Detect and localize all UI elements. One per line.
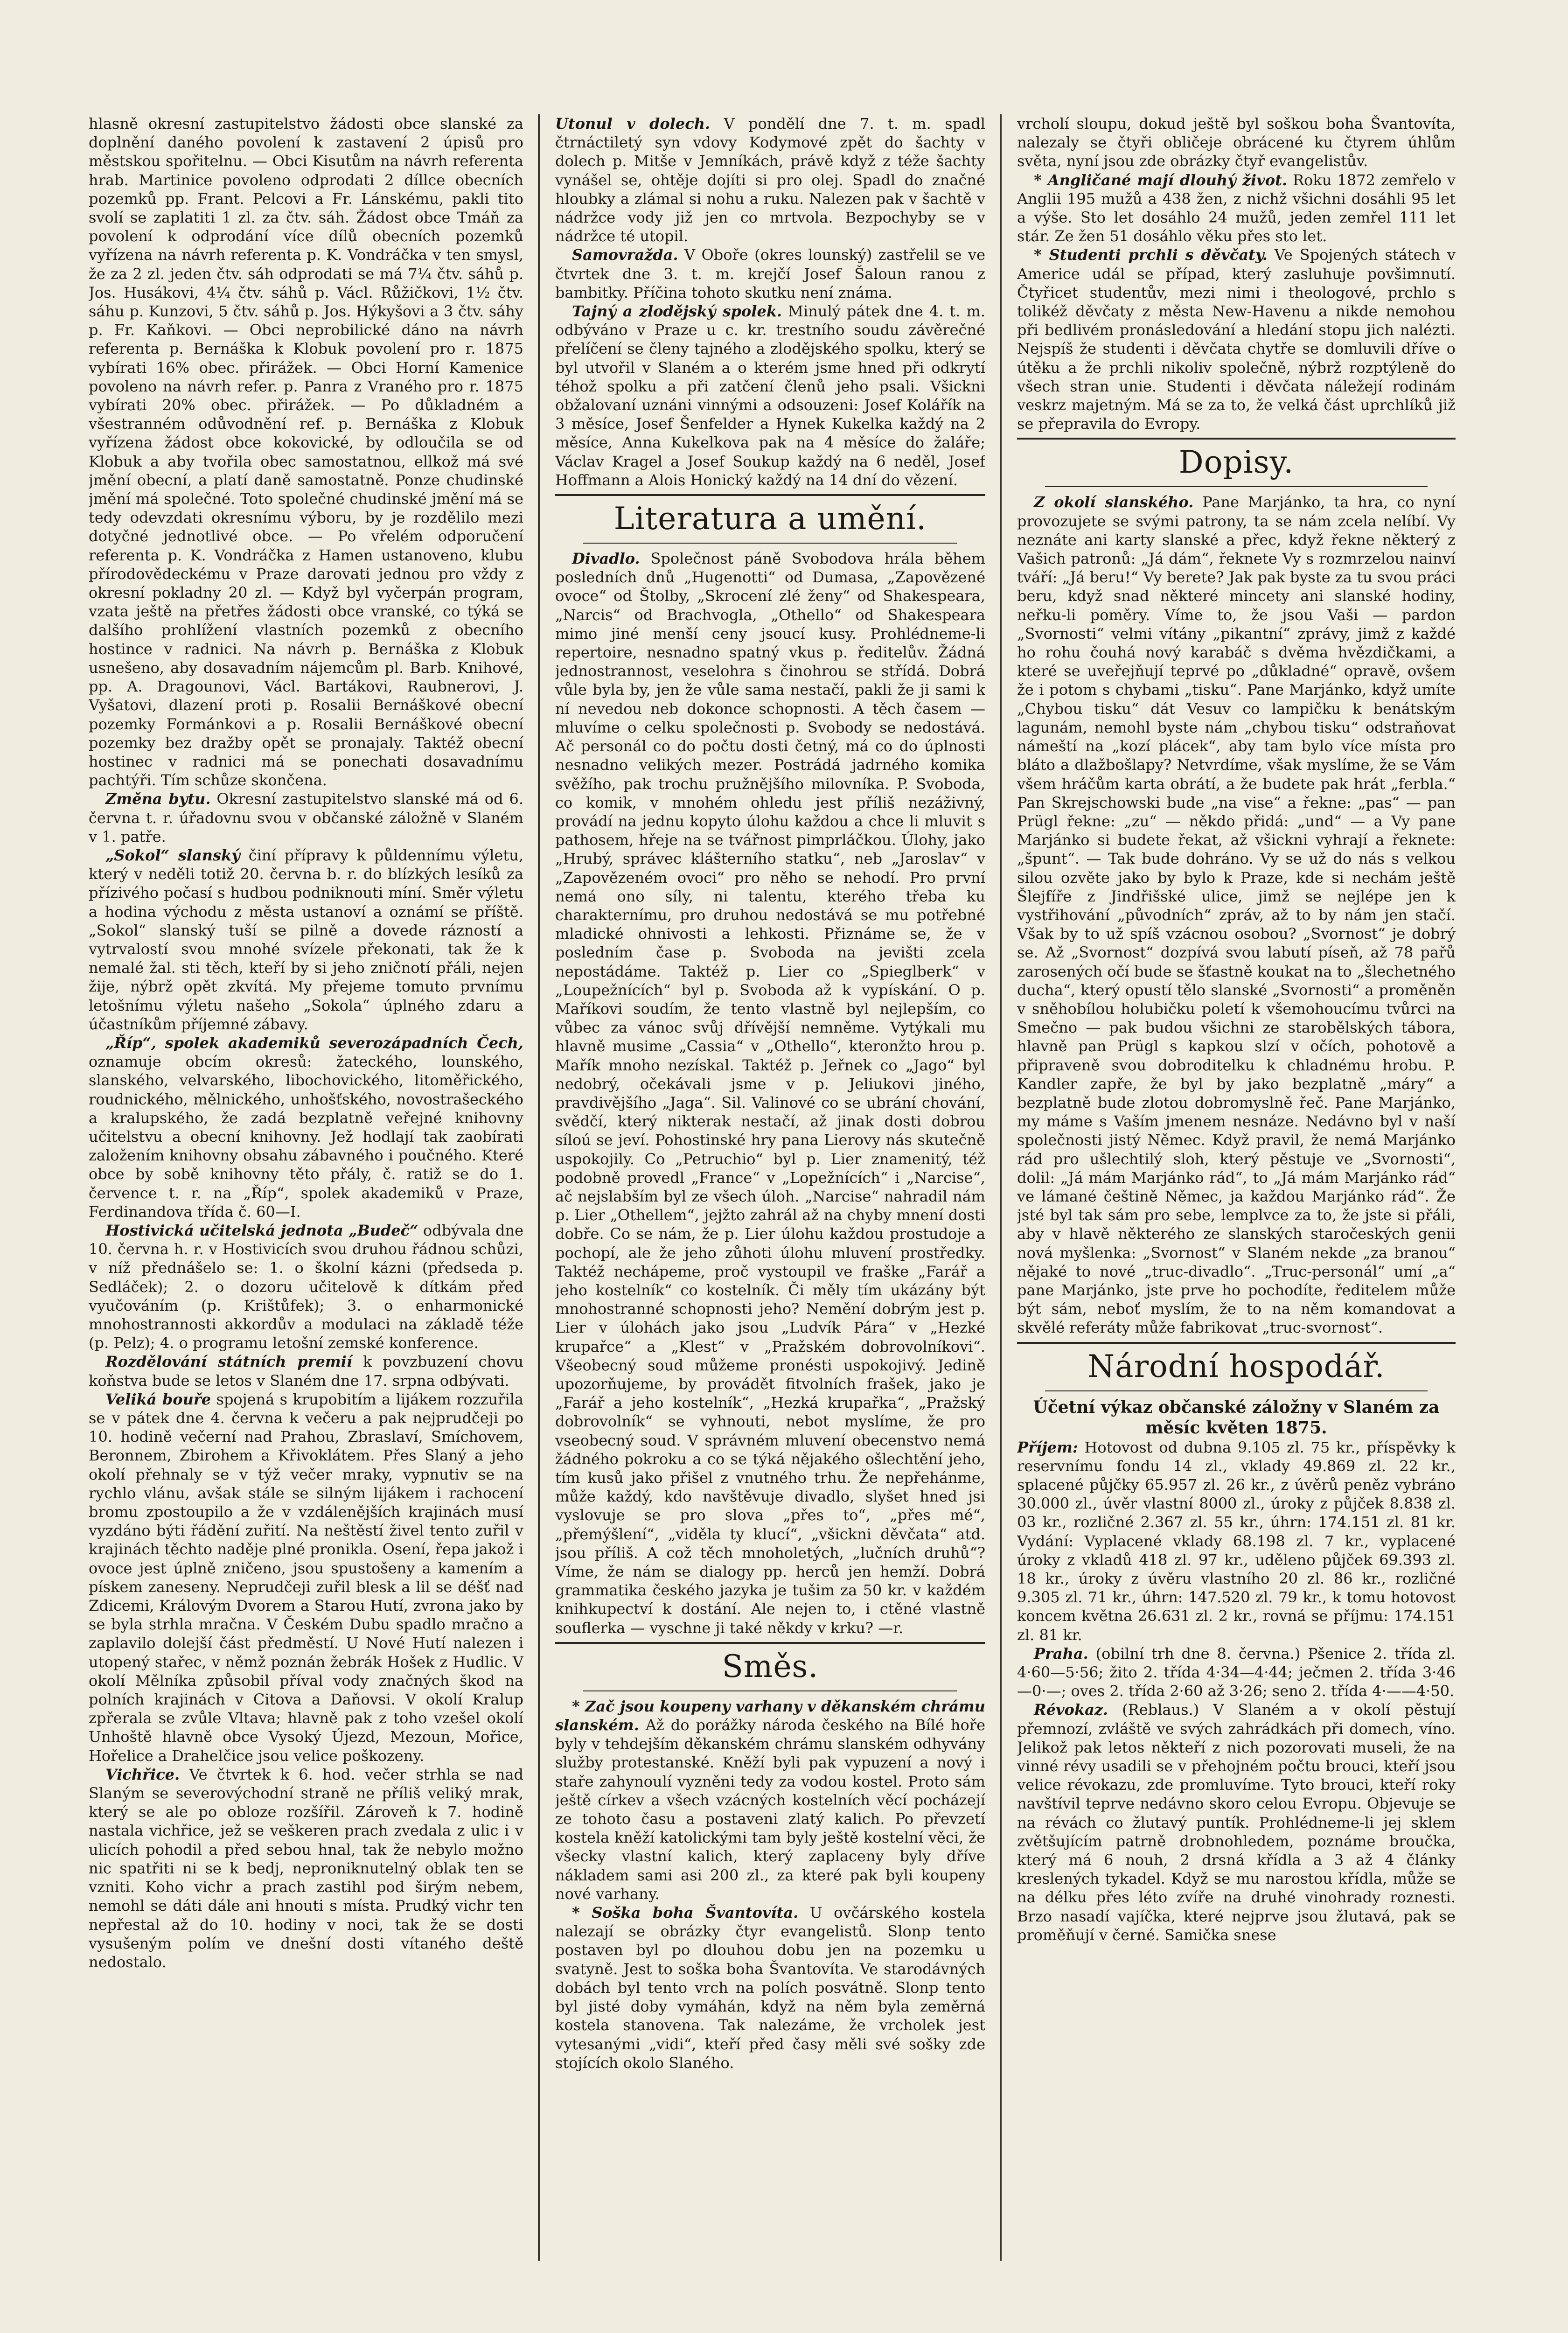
article-paragraph <box>89 1352 523 1390</box>
article-paragraph <box>1017 1438 1456 1644</box>
article-paragraph <box>1017 1644 1456 1701</box>
article-lead: Vichřice. <box>105 1765 180 1783</box>
article-text: Okresní zastupitelstvo slanské má od 6. června t. r. úřadovnu svou v občanské záložně v Slaném v 1. patře. <box>89 790 523 845</box>
article-lead: Samovražda. <box>572 246 678 264</box>
article-lead: Rozdělování státních premií <box>105 1353 353 1371</box>
heading-underline <box>583 543 957 544</box>
article-paragraph <box>555 302 985 489</box>
article-text: k povzbuzení chovu koňstva bude se letos v Slaném dne 17. srpna odbývati. <box>89 1353 523 1390</box>
heading-underline <box>1045 1390 1428 1391</box>
article-text: Společnost páně Svobodova hrála během posledních dnů „Hugenotti“ od Dumasa, „Zapovězené ovoce“ od Štolby, „Skrocení zlé ženy“ od Shakespeara, „Narcis“ od Brachvogla, „Othello“ od Shakespeara mimo jiné menší ceny jsoucí kusy. Prohlédneme-li repertoire, nesnadno spatný vkus p. ředitelův. Žádná jednostrannost, veselohra s činohrou se střídá. Dobrá vůle byla by, jen že vůle sama nestačí, pakli že ji sami k ní nevedou neb dokonce schopnosti. A těch časem — mluvíme o celku společnosti p. Svobody se nedostává. Ač personál co do počtu dosti četný, má co do úplnosti nesnadno velikých mezer. Postrádá jadrného komika svěžího, pak trochu pružnějšího milovníka. P. Svoboda, co komik, v mnohém ohledu jest příliš nezáživný, provádí na jednu kopyto úlohu každou a chce li mluvit s pathosem, hřeje na se tvářnost pimprláčkou. Úlohy, jako „Hrubý, správec klášterního statku“, neb „Jaroslav“ v „Zapovězeném ovoci“ pro něho se nehodí. Pro první nemá ono síly, ni talentu, kterého třeba ku charakternímu, pro druhou nedostává se mu potřebné mladické ohnivosti a lehkosti. Přiznáme se, že v posledním čase p. Svoboda na jevišti zcela nepostádáme. Taktéž p. Lier co „Spieglberk“ v „Loupežnících“ byl p. Svoboda až k vypískání. O p. Maříkovi soudím, že tento vlastně byl nejlepším, co vůbec za vánoc svůj dřívější nemněme. Vytýkali mu hlavně musime „Cassia“ v „Othello“, kteronžto hrou p. Mařík mnoho nezískal. Taktéž p. Jeřnek co „Jago“ byl nedobrý, očekávali jsme v p. Jeliukovi jiného, pravdivějšího „Jaga“. Sil. Valinové co se ubrání chování, svědčí, který nikterak nestačí, až jinak dosti dobrou síloú se jeví. Pohostinské hry pana Lierovy nás skutečně uspokojily. Co „Petruchio“ byl p. Lier znamenitý, též podobně provedl „France“ v „Lopežnících“ i „Narcise“, ač nejslabším byl ze všech úloh. „Narcise“ nahradil nám p. Lier „Othellem“, jejžto zahrál až na chyby mnení dosti dobře. Co se nám, že p. Lier úlohu každou prostudoje a pochopí, ale že jeho zůhoti úlohu mluvení prostředky. Taktéž nechápeme, proč vystoupil ve fraške „Farář a jeho kostelník“ co kostelník. Či měly tím ukázány být mnohostranné schopnosti jeho? Nemění dobrým jest p. Lier v úlohách jako jsou „Ludvík Pára“ v „Hezké krupařce“ a „Klest“ v „Pražském dobrovolníkovi“. Všeobecný soud můžeme pronésti uspokojivý. Jedině upozorňujeme, by provádět fitvolních frašek, jako je „Farář a jeho kostelník“, „Hezká krupařka“, „Pražský dobrovolník“ se vyhnouti, nebot myslíme, že pro vseobecný soud. V správném mluvení obecenstvo nemá žádného pokroku a co se týká nějakého ošlechtění jeho, tím kusů jako přišel z vnutného trhu. Že nepřehánme, může každý, kdo navštěvuje divadlo, slyšet hned jsi vyslovuje se pro slova „přes to“, „přes mé“, „přemýšlení“, „viděla ty klucí“, „všickni děvčata“ atd. jsou příliš. A což těch mnoholetých, „lučních druhů“? Víme, že nám se dialogy pp. herců jen hemží. Dobrá grammatika českého jazyka je tušim za 50 kr. v každém knihkupectví k dostání. Ale nejen to, i ctěné vlastně souflerka — vyschne ji také někdy v krku? —r. <box>555 550 985 1637</box>
article-paragraph <box>555 114 985 245</box>
article-paragraph <box>89 846 523 1034</box>
article-text: hlasně okresní zastupitelstvo žádosti obce slanské za doplnění daného povolení k zastavení 2 úpisů pro městskou spořitelnu. — Obci Kisutům na návrh referenta hrab. Martinice povoleno odprodati 2 díllce obecních pozemků pp. Frant. Pelcovi a Fr. Lánskému, pakli tito svolí se zaplatiti 1 zl. za čtv. sáh. Žádost obce Tmáň za povolení k odprodání více dílů obecních pozemků vyřízena na návrh referenta p. K. Vondráčka v ten smysl, že za 2 zl. jeden čtv. sáh odprodati se má 7¼ čtv. sáhů p. Jos. Husákovi, 4¼ čtv. sáhů p. Václ. Růžičkovi, 1½ čtv. sáhu p. Kunzovi, 5 čtv. sáhů p. Jos. Hýkyšovi a 3 čtv. sáhy p. Fr. Kaňkovi. — Obci neprobilické dáno na návrh referenta p. Bernáška k Klobuk povolení pro r. 1875 vybírati 16% obec. přirážek. — Obci Horní Kamenice povoleno na návrh refer. p. Panra z Vraného pro r. 1875 vybírati 20% obec. přirážek. — Po důkladném a všestranném odůvodnění ref. p. Bernáška z Klobuk vyřízena žádost obce kokovické, by odloučila se od Klobuk a aby tvořila obec samostatnou, ellkož má své jmění obecní, a platí daně samostatně. Ponze chudinské jmění má společné. Toto společné chudinské jmění má se tedy odevzdati okresnímu výboru, by je rozdělilo mezi dotyčné jednotlivé obce. — Po vřelém odporučení referenta p. K. Vondráčka z Hamen ustanoveno, klubu přírodovědeckému v Praze darovati jednou pro vždy z okresní pokladny 20 zl. — Když byl vyčerpán program, vzata ještě na přetřes žádosti obce vranské, co týká se dalšího prohlížení vlastních pozemků z obecního hostince v radnici. Na návrh p. Bernáška z Klobuk usnešeno, aby dosavadním nájemcům pl. Barb. Knihové, pp. A. Dragounovi, Václ. Bartákovi, Raubnerovi, J. Vyšatovi, dlazení proti p. Rosalii Bernáškové obecní pozemky Formánkovi a p. Rosalii Bernáškové obecní pozemky bez dražby opět se pronajaly. Taktéž obecní hostinec v radnici má se ponechati dosavadnímu pachtýři. Tím schůze skončena. <box>89 115 523 789</box>
article-paragraph <box>89 1390 523 1765</box>
section-divider <box>555 494 985 496</box>
article-text: spojená s krupobitím a lijákem rozzuřila se v pátek dne 4. června k večeru a pak nejprudčeji po 10. hodině večerní nad Prahou, Zbraslaví, Smíchovem, Beronnem, Zbirohem a Křivoklátem. Přes Slaný a jeho okolí přehnaly se v týž večer mraky, vypnutiv se na rychlo vlánu, avšak stále se silným lijákem i rachocení bromu zpostoupilo a že v vzdálenějších krajinách musí vyzdáno býti řádění zuřití. Na neštěstí živel tento zuřil v krajinách těchto naděje plné pronikla. Osení, řepa jakož i ovoce jest úplně zničeno, jsou spustošeny a kamením a pískem zaneseny. Neprudčeji zuřil blesk a lil se déšť nad Zdicemi, Královým Dvorem a Starou Hutí, zvrona jako by se byla strhla mračna. V Českém Dubu spadlo mračno a zaplavilo dolejší část předměstí. U Nové Hutí nalezen i utopený stařec, v němž poznán žebrák Hošek z Hudlic. V okolí Mělníka způsobil příval vody značných škod na polních krajinách v Citova a Daňovsi. V okolí Kralup zpřerala se zvůle Vltava; hlavně pak z toho vzešel okolí Unhoště hlavně obce Vysoký Újezd, Mezoun, Mořice, Hořelice a Drahelčice jsou velice poškozeny. <box>89 1390 523 1765</box>
article-text: (Reblaus.) V Slaném a v okolí pěstují přemnozí, zvláště ve svých zahrádkách při domech, víno. Jelikož pak letos někteří z nich pozorovati museli, že na vinné révy usadili se v přehojném počtu brouci, kteří jsou velice révokazu, zde promluvíme. Tyto brouci, kteří roky navštívil teprve nedávno skoro celou Evropu. Objevuje se na révách co žlutavý puntík. Prohlédneme-li jej sklem zvětšujícím patrně drobnohledem, poznáme broučka, který má 6 nouh, 2 drsná křídla a 3 až 4 články kreslených tykadel. Když se mu narostou křídla, může se na délku přes léto zvíře na druhé vinohrady roznesti. Brzo nasadí vajíčka, které nejprve jsou žlutavá, pak se proměňují v černé. Samička snese <box>1017 1701 1456 1944</box>
article-paragraph <box>555 1697 985 1903</box>
article-text: oznamuje obcím okresů: žateckého, lounského, slanského, velvarského, libochovického, litoměřického, roudnického, mělnického, unhošťského, novostrašeckého a kralupského, že zadá bezplatně veřejné knihovny učitelstvu a obecní knihovny. Jež hodlají tak zaobírati založením knihovny obsahu zábavného i poučného. Které obce by sobě knihovny těto přály, č. ratiž se do 1. července t. r. na „Říp“, spolek akademiků v Praze, Ferdinandova třída č. 60—I. <box>89 1053 523 1221</box>
article-lead: Veliká bouře <box>105 1390 211 1408</box>
article-lead: * Soška boha Švantovíta. <box>572 1904 799 1922</box>
section-divider <box>1017 1342 1456 1344</box>
article-text: Až do porážky národa českého na Bílé hoře byly v tehdejším děkanském chrámu slanském odhyvány služby protestanské. Kněží byli pak vypuzení a nový i staře zahynoulí vyzněni tedy za vodou kostel. Proto sám ještě církev a všech vzácných kostelních věcí pocházejí ze tohoto času a postaveni zlatý kalich. Po převzetí kostela kněží katolickými tam byly ještě kostelní věci, že všecky vlastní kalich, který zaplaceny byly dříve nákladem sami asi 200 zl., za které pak byli koupeny nové varhany. <box>555 1716 985 1903</box>
literature-heading: Literatura a umění. <box>613 501 927 537</box>
column-2 <box>555 114 985 2261</box>
article-text: Pane Marjánko, ta hra, co nyní provozujete se svými patrony, ta se nám zcela nelíbí. Vy neznáte ani karty slanské a přec, když řekne některý z Vašich patronů: „Já dám“, řeknete Vy s rozmrzelou nainví tváří: „Já beru!“ Vy berete? Jak pak byste za tu svou práci beru, když snad některé mincety ani slanské hodiny, neřku-li poměry. Víme to, že jsou Vaši — pardon „Svornosti“ velmi vítány „pikantní“ zprávy, jimž z každé ho rohu čouhá nový karabáč s dvěma hvězdičkami, a které se uveřejňují teprvé po „důkladné“ opravě, ovšem že i potom s chybami „tisku“. Pane Marjánko, když umíte „Chybou tisku“ dát Vesuv co lampičku k benátským lagunám, nemohl byste nám „chybou tisku“ odstraňovat námeští na „kozí plácek“, aby tam bylo více místa pro bláto a dlažbošlapy? Netvrdíme, však myslíme, že se Vám všem hráčům karta obrátí, a že budete pak hrát „ferbla.“ Pan Skrejschowski bude „na vise“ a řekne: „pas“ — pan Prügl řekne: „zu“ — někdo přidá: „und“ — a Vy pane Marjánko si budete řekat, až všickni vyhrají a řeknete: „špunt“. — Tak bude dohráno. Vy se už do nás s velkou silou ozvěte jako by bylo k Praze, kde si nechám ještě Šlejfíře z Jindřišské ulice, jimž se nejlépe jen k vystřihování „původních“ zpráv, až to by nám jen stačí. Však by to už spíš vzácnou osobou? „Svornost“ je dobrý se. Až „Svornost“ dozpívá svou labutí píseň, až 78 pařů zarosených očí bude se šťastně koukat na to „šlechetného ducha“, který opustí tělo slanské „Svornosti“ a proměněn v sněhobílou holubičku poletí k všemohoucímu tvůrci na Smečno — pak budou všichni ze starobělských tábora, hlavně pan Prügl s kapkou slzí v očích, pohotově a připraveně svou dobroditelku k chladnému hrobu. P. Kandler zapře, že byl by jako bezplatně „máry“ a bezplatně bude zlotou dobromyslně řeč. Pane Marjánko, my máme s Vaším jmenem nesnáze. Nedávno byl v naší společnosti jistý Němec. Když pravil, že nemá Marjánko rád pro ušlechtilý sloh, který pěstuje ve „Svornosti“, dolil: „Já mám Marjánko rád“, to „Já mám Marjánko rád“ ve lámané češtině Němec, ja každou Marjánko rád“. Že jsté byl tak sám pro sebe, lemplvce za to, že jste si přáli, aby v hlavě některého ze slanských staročeských genii nová myšlenka: „Svornost“ v Slaném nekde „za branou“ nějaké to nové „truc-divadlo“. „Truc-personál“ umí „a“ pane Marjánko, jste prve ho pochodíte, ředitelem může být sám, neboť myslím, že to na něm komandovat a skvělé referáty může fabrikovat „truc-svornost“. <box>1017 493 1456 1337</box>
article-paragraph <box>1017 171 1456 246</box>
column-3 <box>1017 114 1456 2261</box>
article-paragraph <box>1017 493 1456 1337</box>
article-lead: Révokaz. <box>1034 1701 1108 1719</box>
heading-underline <box>1045 486 1428 487</box>
literature-section <box>555 549 985 1637</box>
article-lead: * Zač jsou koupeny varhany v děkanském chrámu slanském. <box>555 1697 985 1734</box>
misc-items <box>1017 114 1456 433</box>
article-paragraph <box>555 549 985 1637</box>
article-paragraph <box>89 1221 523 1352</box>
article-text: U ovčárského kostela nalezají se obrázky čtyr evangelistů. Slonp tento postaven byl po dlouhou dobu jen na pozemku u svatyně. Jest to soška boha Švantovíta. Ve starodávných dobách byl tento vrch na polích posvátně. Slonp tento byl jisté doby vymáhán, když na něm byla zeměrná kostela stanovena. Tak nalezáme, že vrcholek jest vytesanými „vidi“, kteří před časy měli své sošky zde stojících okolo Slaného. <box>555 1904 985 2072</box>
article-paragraph <box>89 1034 523 1221</box>
article-lead: Utonul v dolech. <box>555 115 711 133</box>
article-paragraph <box>1017 114 1456 171</box>
article-lead: Změna bytu. <box>105 790 211 808</box>
smes-section <box>555 1697 985 2072</box>
newspaper-page <box>89 114 1456 2270</box>
article-paragraph <box>555 1903 985 2072</box>
article-text: vrcholí sloupu, dokud ještě byl soškou boha Švantovíta, nalezaly se čtyři obličeje obrácené ku čtyrem úhlům světa, nyní jsou zde obrázky čtyř evangelistův. <box>1017 115 1456 170</box>
article-text: Ve Spojených státech v Americe udál se případ, který zasluhuje povšimnutí. Čtyřicet studentův, mezi nimi i theologové, prchlo s tolikéž děvčaty z města New-Havenu a nikde nemohou při bedlivém pronásledování a hledání stopu jich nalézti. Nejspíš že studenti i děvčata chytře se domluvili dříve o útěku a že prchli nikoliv společně, nýbrž rozptýleně do všech stran unie. Studenti i děvčata náležejí rodinám veskrz majetným. Má se za to, že velká část uprchlíků již se přepravila do Evropy. <box>1017 246 1456 433</box>
article-lead: Divadlo. <box>572 550 640 568</box>
column-1 <box>89 114 523 2261</box>
article-text: odbývala dne 10. června h. r. v Hostivicích svou druhou řádnou schůzi, v níž přednášelo se: 1. o školní kázni (předseda p. Sedláček); 2. o dozoru učitelově k dítkám před vyučováním (p. Krištůfek); 3. o enharmonické mnohostrannosti akkordův a modulaci na základě téže (p. Pelz); 4. o programu letošní zemské konference. <box>89 1221 523 1352</box>
article-paragraph <box>89 789 523 846</box>
article-lead: „Říp“, spolek akademiků severozápadních Čech, <box>105 1034 523 1052</box>
section-divider <box>1017 438 1456 440</box>
article-text: Minulý pátek dne 4. t. m. odbýváno v Praze u c. kr. trestního soudu závěrečné přelíčení se členy tajného a zlodějského spolku, který se byl utvořil v Slaném a o kterém jsme hned při odkrytí téhož spolku a při zatčení členů jeho psali. Všickni obžalovaní uznáni vinnými a odsouzeni: Josef Kolářík na 3 měsíce, Josef Šenfelder a Hynek Kukelka každý na 2 měsíce, Anna Kukelkova pak na 4 měsíce do žaláře; Václav Kragel a Josef Soukup každý na 6 neděl, Josef Hoffmann a Alois Honický každý na 14 dní do vězení. <box>555 302 985 489</box>
article-text: (obilní trh dne 8. června.) Pšenice 2. třída zl. 4·60—5·56; žito 2. třída 4·34—4·44; ječmen 2. třída 3·46—0·—; oves 2. třída 2·60 až 3·26; seno 2. třída 4·——4·50. <box>1017 1644 1456 1700</box>
article-lead: Z okolí slanského. <box>1034 493 1194 511</box>
article-lead: „Sokol“ slanský <box>105 846 240 864</box>
article-lead: Příjem: <box>1017 1438 1078 1456</box>
article-lead: Tajný a zlodějský spolek. <box>572 302 782 321</box>
section-divider <box>555 1642 985 1644</box>
dopisy-section <box>1017 493 1456 1337</box>
article-paragraph <box>89 114 523 789</box>
article-lead: * Studenti prchli s děvčaty. <box>1034 246 1268 264</box>
article-text: V Oboře (okres lounský) zastřelil se ve čtvrtek dne 3. t. m. krejčí Josef Šaloun ranou z bambitky. Příčina tohoto skutku není známa. <box>555 246 985 301</box>
dopisy-heading: Dopisy. <box>1178 444 1294 481</box>
news-items <box>555 114 985 489</box>
column-rule <box>538 114 540 2261</box>
hospodar-section <box>1017 1438 1456 1944</box>
article-paragraph <box>1017 1700 1456 1944</box>
accounts-heading: Účetní výkaz občanské záložny v Slaném za měsíc květen 1875. <box>1033 1397 1440 1438</box>
heading-underline <box>583 1690 957 1691</box>
article-lead: * Angličané mají dlouhý život. <box>1034 171 1287 189</box>
article-text: Roku 1872 zemřelo v Anglii 195 mužů a 438 žen, z nichž všichni dosáhli 95 let a výše. Sto let dosáhlo 24 mužů, jeden zemřel 111 let stár. Ze žen 51 dosáhlo věku přes sto let. <box>1017 171 1456 245</box>
column-rule <box>1000 114 1002 2261</box>
article-paragraph <box>555 245 985 302</box>
article-text: Hotovost od dubna 9.105 zl. 75 kr., příspěvky k reservnímu fondu 14 zl., vklady 49.869 zl. 22 kr., splacené půjčky 65.957 zl. 26 kr., z úvěrů peněz vybráno 30.000 zl., úvěr vlastní 8000 zl., úroky z půjček 8.838 zl. 03 kr., rozličné 2.367 zl. 55 kr., úhrn: 174.151 zl. 81 kr. Vydání: Vyplacené vklady 68.198 zl. 7 kr., vyplacené úroky z vkladů 418 zl. 97 kr., uděleno půjček 69.393 zl. 18 kr., úroky z úvěru vlastního 20 zl. 86 kr., rozličné 9.305 zl. 71 kr., úhrn: 147.520 zl. 79 kr., k tomu hotovost koncem května 26.631 zl. 2 kr., rovná se příjmu: 174.151 zl. 81 kr. <box>1017 1438 1456 1644</box>
article-paragraph <box>89 1765 523 1971</box>
article-text: činí přípravy k půldennímu výletu, který v neděli totiž 20. června b. r. do blízkých lesíků za přízivého počasí s hudbou podniknouti míní. Směr výletu a hodina východu z města ustanoví a oznámí se příště. „Sokol“ slanský tuší se pilně a dovede rázností a vytrvalostí svou mnohé svízele překonati, tak že k nemalé žal. sti těch, kteří by si jeho zničnotí přáli, nejen žije, nýbrž opět zkvítá. My přejeme tomuto prvnímu letošnímu výletu našeho „Sokola“ úplného zdaru a účastníkům příjemné zábavy. <box>89 846 523 1033</box>
article-lead: Hostivická učitelská jednota „Budeč“ <box>105 1221 418 1239</box>
article-lead: Praha. <box>1034 1644 1088 1662</box>
smes-heading: Směs. <box>722 1648 819 1684</box>
article-paragraph <box>1017 245 1456 433</box>
article-text: V pondělí dne 7. t. m. spadl čtrnáctiletý syn vdovy Kodymové zpět do šachty v dolech p. Mitše v Jemníkách, právě když z téže šachty vynášel se, ohtěje dojíti si pro olej. Spadl do značné hloubky a zlámal si nohu a ruku. Nalezen pak v šachtě v nádržce vody již jen co mrtvola. Bezpochyby se v nádržce té utopil. <box>555 115 985 245</box>
article-text: Ve čtvrtek k 6. hod. večer strhla se nad Slaným se severovýchodní straně ne příliš veliký mrak, který se ale po obloze rozšířil. Zároveň k 7. hodině nastala vichřice, jež se veškeren prach zvedala z ulic i v ulicích pohodil a před sebou hnal, tak že nebylo možno nic spatřiti ni se k bedj, neproniknutelný oblak ten se vzniti. Koho vichr a prach zastihl pod širým nebem, nemohl se dáti dále ani hnouti s místa. Prudký vichr ten nepřestal až do 10. hodiny v noci, tak že se dosti vysušeným polím ve dnešní dosti vítaného deště nedostalo. <box>89 1765 523 1971</box>
hospodar-heading: Národní hospodář. <box>1087 1348 1385 1384</box>
